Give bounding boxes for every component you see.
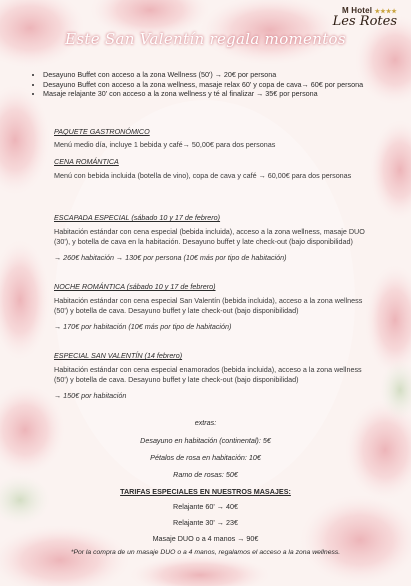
section-cena — [54, 157, 368, 181]
footnote: *Por la compra de un masaje DUO o a 4 manos, regalamos el acceso a la zona wellness. — [70, 549, 341, 556]
hotel-logo — [307, 6, 397, 29]
extras-item: Desayuno en habitación (continental): 5€ — [140, 436, 271, 445]
massage-rates-heading: TARIFAS ESPECIALES EN NUESTROS MASAJES: — [120, 487, 291, 496]
section-description: Menú medio día, incluye 1 bebida y café→ 50,00€ para dos personas — [54, 140, 276, 149]
section-paquete — [54, 127, 368, 150]
section-price: → 170€ por habitación (10€ más por tipo de habitación) — [54, 322, 232, 331]
offer-list — [32, 70, 395, 99]
logo-brand: M Hotel — [341, 6, 373, 15]
section-heading: ESPECIAL SAN VALENTÍN (14 febrero) — [54, 351, 183, 360]
section-description: Habitación estándar con cena especial San Valentín (bebida incluida), acceso a la zona wellness (50') y botella de cava. Desayuno buffet y late check-out (bajo disponibilidad) — [54, 296, 363, 315]
page-title: Este San Valentín regala momentos — [65, 30, 346, 48]
massage-rate-item: Masaje DUO o a 4 manos → 90€ — [152, 534, 259, 543]
section-description: Habitación estándar con cena especial enamorados (bebida incluida), acceso a la zona wellness (50') y botella de cava. Desayuno buffet y late check-out (bajo disponibilidad) — [54, 365, 362, 384]
section-heading: CENA ROMÁNTICA — [54, 157, 119, 166]
section-noche — [54, 282, 368, 332]
section-heading: ESCAPADA ESPECIAL (sábado 10 y 17 de febrero) — [54, 213, 221, 222]
section-heading: PAQUETE GASTRONÓMICO — [54, 127, 150, 136]
section-heading: NOCHE ROMÁNTICA (sábado 10 y 17 de febrero) — [54, 282, 216, 291]
section-price: → 150€ por habitación — [54, 391, 127, 400]
offer-item: • Desayuno Buffet con acceso a la zona Wellness (50') → 20€ por persona — [43, 70, 395, 80]
massage-rate-item: Relajante 30' → 23€ — [173, 518, 238, 527]
offer-item: • Masaje relajante 30' con acceso a la zona wellness y té al finalizar → 35€ por persona — [43, 89, 395, 99]
extras-item: Pétalos de rosa en habitación: 10€ — [150, 453, 261, 462]
section-especial — [54, 351, 368, 401]
logo-name: Les Rotes — [332, 14, 397, 29]
extras-heading: extras: — [194, 418, 217, 427]
section-description: Habitación estándar con cena especial (bebida incluida), acceso a la zona wellness, masaje DUO (30'), y botella de cava en la habitación. Desayuno buffet y late check-out (bajo disponibilidad) — [54, 227, 365, 246]
section-price: → 260€ habitación → 130€ por persona (10€ más por tipo de habitación) — [54, 253, 287, 262]
section-description: Menú con bebida incluida (botella de vino), copa de cava y café → 60,00€ para dos personas — [54, 171, 352, 180]
section-escapada — [54, 213, 368, 263]
logo-stars: ★★★★ — [374, 9, 397, 15]
extras-item: Ramo de rosas: 50€ — [173, 470, 238, 479]
offer-item: • Desayuno Buffet con acceso a la zona wellness, masaje relax 60' y copa de cava→ 60€ por persona — [43, 80, 395, 90]
massage-rate-item: Relajante 60' → 40€ — [173, 502, 238, 511]
